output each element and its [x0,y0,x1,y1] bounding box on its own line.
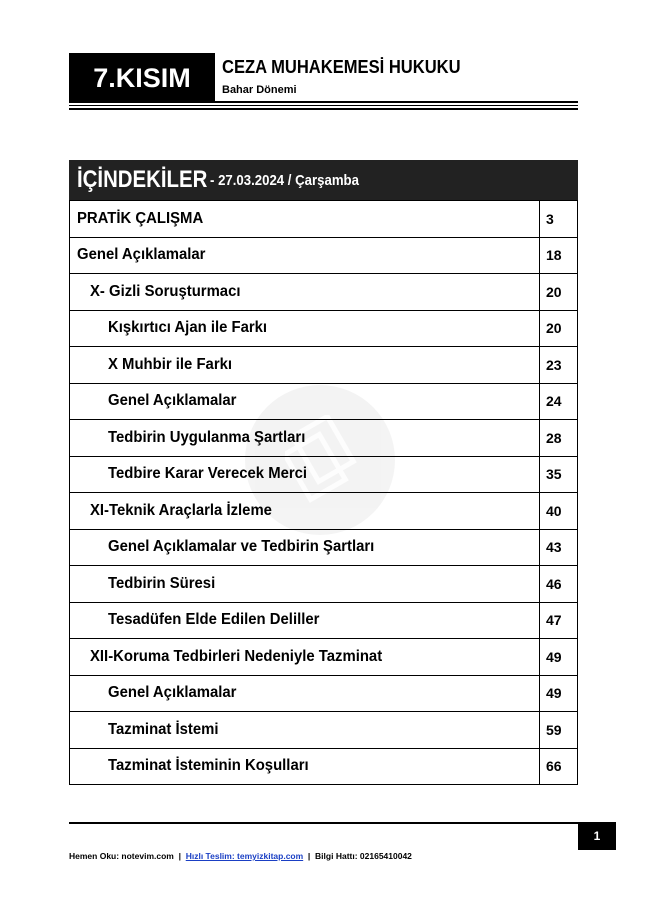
table-row[interactable] [70,201,578,238]
toc-entry-title: Tedbire Karar Verecek Merci [70,456,540,493]
toc-entry-title: Genel Açıklamalar [70,383,540,420]
toc-date: - 27.03.2024 / Çarşamba [210,171,360,189]
document-title: CEZA MUHAKEMESİ HUKUKU [222,57,461,77]
toc-entry-title: XII-Koruma Tedbirleri Nedeniyle Tazminat [70,639,540,676]
table-row[interactable] [70,639,578,676]
toc-entry-page: 3 [540,201,578,238]
toc-table [69,200,578,785]
toc-entry-title: Kışkırtıcı Ajan ile Farkı [70,310,540,347]
page-number: 1 [593,829,601,843]
toc-heading-bar [69,160,578,200]
header-rule [69,105,578,106]
table-row[interactable] [70,237,578,274]
toc-entry-page: 20 [540,274,578,311]
toc-entry-page: 20 [540,310,578,347]
toc-entry-title: XI-Teknik Araçlarla İzleme [70,493,540,530]
toc-entry-page: 43 [540,529,578,566]
header-rule [69,108,578,110]
toc-entry-page: 49 [540,639,578,676]
toc-entry-title: Tesadüfen Elde Edilen Deliller [70,602,540,639]
toc-entry-page: 46 [540,566,578,603]
footer-read-label: Hemen Oku: notevim.com [69,851,174,861]
footer-separator: | [307,851,311,861]
toc-entry-title: Genel Açıklamalar ve Tedbirin Şartları [70,529,540,566]
table-row[interactable] [70,310,578,347]
toc-entry-page: 28 [540,420,578,457]
toc-entry-page: 49 [540,675,578,712]
toc-entry-title: X Muhbir ile Farkı [70,347,540,384]
toc-entry-page: 35 [540,456,578,493]
toc-entry-page: 66 [540,748,578,785]
toc-entry-title: Genel Açıklamalar [70,675,540,712]
toc-entry-page: 40 [540,493,578,530]
table-row[interactable] [70,712,578,749]
table-row[interactable] [70,602,578,639]
table-row[interactable] [70,347,578,384]
toc-heading: İÇİNDEKİLER [77,166,208,193]
table-row[interactable] [70,675,578,712]
document-subtitle: Bahar Dönemi [222,84,297,96]
table-row[interactable] [70,566,578,603]
footer-phone-label: Bilgi Hattı: 02165410042 [315,851,412,861]
toc-entry-title: Genel Açıklamalar [70,237,540,274]
toc-entry-title: Tazminat İsteminin Koşulları [70,748,540,785]
toc-entry-page: 24 [540,383,578,420]
footer-separator: | [178,851,181,861]
toc-entry-title: X- Gizli Soruşturmacı [70,274,540,311]
section-label: 7.KISIM [93,62,191,93]
toc-entry-title: Tedbirin Uygulanma Şartları [70,420,540,457]
toc-entry-page: 47 [540,602,578,639]
table-row[interactable] [70,420,578,457]
toc-entry-page: 59 [540,712,578,749]
toc-entry-page: 18 [540,237,578,274]
header-rule [215,101,578,103]
table-row[interactable] [70,383,578,420]
delivery-link[interactable]: Hızlı Teslim: temyizkitap.com [185,851,304,861]
toc-entry-page: 23 [540,347,578,384]
footer-bar [69,851,412,861]
table-row[interactable] [70,493,578,530]
table-row[interactable] [70,274,578,311]
page-number-badge [578,822,616,850]
toc-entry-title: PRATİK ÇALIŞMA [70,201,540,238]
table-row[interactable] [70,456,578,493]
table-row[interactable] [70,748,578,785]
footer-rule [69,822,578,824]
toc-entry-title: Tedbirin Süresi [70,566,540,603]
section-badge [69,53,215,103]
table-row[interactable] [70,529,578,566]
toc-entry-title: Tazminat İstemi [70,712,540,749]
